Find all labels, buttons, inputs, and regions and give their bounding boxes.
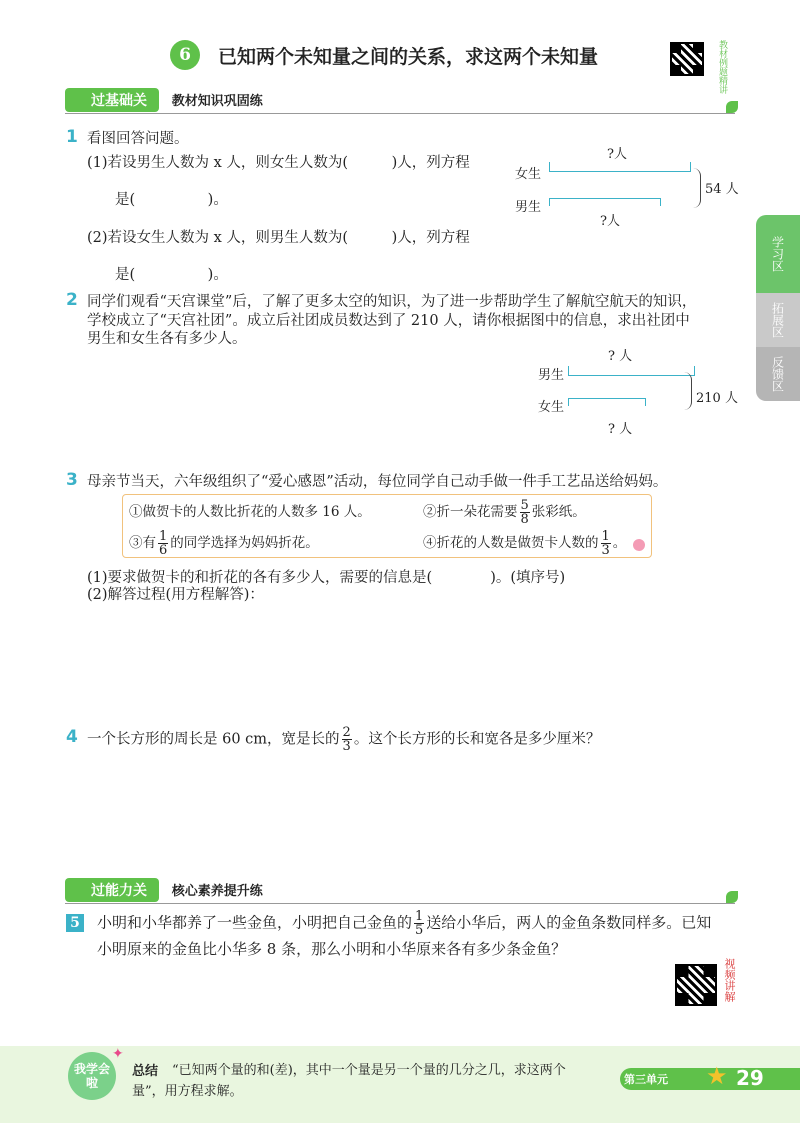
question-stem: 看图回答问题。 <box>87 131 189 147</box>
section-basic-subtitle: 教材知识巩固练 <box>171 94 263 109</box>
section-ability-label: 过能力关 <box>65 878 159 902</box>
q2-text-line3: 男生和女生各有多少人。 <box>87 331 247 347</box>
girl-segment <box>549 162 691 172</box>
tab-study-area[interactable]: 学习区 <box>756 215 800 293</box>
question-number: 2 <box>66 290 78 310</box>
total-brace <box>693 168 701 208</box>
total-brace <box>684 372 692 410</box>
question-number: 1 <box>66 127 78 147</box>
q3-part2: (2)解答过程(用方程解答)： <box>87 587 264 603</box>
diagram-girl-label: 女生 <box>515 167 542 182</box>
clover-icon <box>726 101 738 113</box>
q5-text-line1: 小明和小华都养了一些金鱼，小明把自己金鱼的 $\frac{1}{5}$ 送给小华后，两人的金鱼条数同样多。已知 <box>97 909 712 938</box>
q1-part1: (1)若设男生人数为 x 人，则女生人数为( )人，列方程 <box>87 155 470 171</box>
section-basic-header <box>65 88 735 114</box>
question-number: 4 <box>66 727 78 747</box>
qr-code-icon[interactable] <box>670 42 704 76</box>
info-box <box>122 494 652 558</box>
segment-diagram-q1 <box>515 140 745 235</box>
info-item-4: ④折花的人数是做贺卡人数的 $\frac{1}{3}$ 。 <box>423 529 627 558</box>
info-item-2: ②折一朵花需要 $\frac{5}{8}$ 张彩纸。 <box>423 498 586 527</box>
diagram-bottom-label: ? 人 <box>608 422 633 437</box>
question-number: 5 <box>66 914 84 932</box>
qr-code-icon[interactable] <box>675 964 717 1006</box>
segment-diagram-q2 <box>538 345 748 440</box>
qr-caption: 教材例题精讲 <box>717 40 727 94</box>
lesson-badge: 6 <box>170 40 200 70</box>
diagram-top-label: ?人 <box>607 147 627 162</box>
q5-text-line2: 小明原来的金鱼比小华多 8 条，那么小明和小华原来各有多少条金鱼？ <box>97 940 567 958</box>
tab-feedback-area[interactable]: 反馈区 <box>756 347 800 401</box>
info-item-3: ③有 $\frac{1}{6}$ 的同学选择为妈妈折花。 <box>129 529 319 558</box>
boy-segment <box>568 366 695 376</box>
q1-part2: (2)若设女生人数为 x 人，则男生人数为( )人，列方程 <box>87 230 470 246</box>
diagram-boy-label: 男生 <box>538 368 565 383</box>
mascot-star-icon: ★ <box>706 1062 728 1090</box>
unit-label: 第三单元 <box>624 1073 668 1086</box>
q1-part2-answer: 是( )。 <box>115 267 228 283</box>
summary-line1: “已知两个量的和(差)，其中一个量是另一个量的几分之几，求这两个 <box>172 1063 566 1078</box>
girl-segment <box>568 398 646 406</box>
section-ability-subtitle: 核心素养提升练 <box>171 884 263 899</box>
section-ability-header <box>65 878 735 904</box>
flower-icon <box>633 539 645 551</box>
info-item-1: ①做贺卡的人数比折花的人数多 16 人。 <box>129 504 371 520</box>
page-title: 已知两个未知量之间的关系，求这两个未知量 <box>218 46 599 68</box>
q3-stem: 母亲节当天，六年级组织了“爱心感恩”活动，每位同学自己动手做一件手工艺品送给妈妈。 <box>87 474 668 490</box>
clover-icon <box>726 891 738 903</box>
section-basic-label: 过基础关 <box>65 88 159 112</box>
i-learned-badge: 我学会啦 <box>68 1052 116 1100</box>
summary-label: 总结 <box>132 1064 159 1079</box>
q3-part1: (1)要求做贺卡的和折花的各有多少人，需要的信息是( )。(填序号) <box>87 570 566 586</box>
diagram-boy-label: 男生 <box>515 200 542 215</box>
diagram-total-label: 210 人 <box>696 391 738 406</box>
q2-text-line1: 同学们观看“天宫课堂”后，了解了更多太空的知识，为了进一步帮助学生了解航空航天的知识， <box>87 294 697 310</box>
page-number: 29 <box>736 1066 764 1090</box>
boy-segment <box>549 198 661 206</box>
star-icon: ✦ <box>112 1046 124 1062</box>
qr-caption: 视频讲解 <box>723 958 736 1002</box>
summary-line2: 量”，用方程求解。 <box>132 1084 243 1099</box>
diagram-bottom-label: ?人 <box>600 214 620 229</box>
diagram-top-label: ? 人 <box>608 349 633 364</box>
diagram-total-label: 54 人 <box>705 182 739 197</box>
question-number: 3 <box>66 470 78 490</box>
q2-text-line2: 学校成立了“天宫社团”。成立后社团成员数达到了 210 人，请你根据图中的信息，求出社团中 <box>87 313 690 329</box>
diagram-girl-label: 女生 <box>538 400 565 415</box>
q4-text: 一个长方形的周长是 60 cm，宽是长的 $\frac{2}{3}$ 。这个长方形的长和宽各是多少厘米？ <box>87 725 601 754</box>
tab-extension-area[interactable]: 拓展区 <box>756 293 800 347</box>
q1-part1-answer: 是( )。 <box>115 192 228 208</box>
